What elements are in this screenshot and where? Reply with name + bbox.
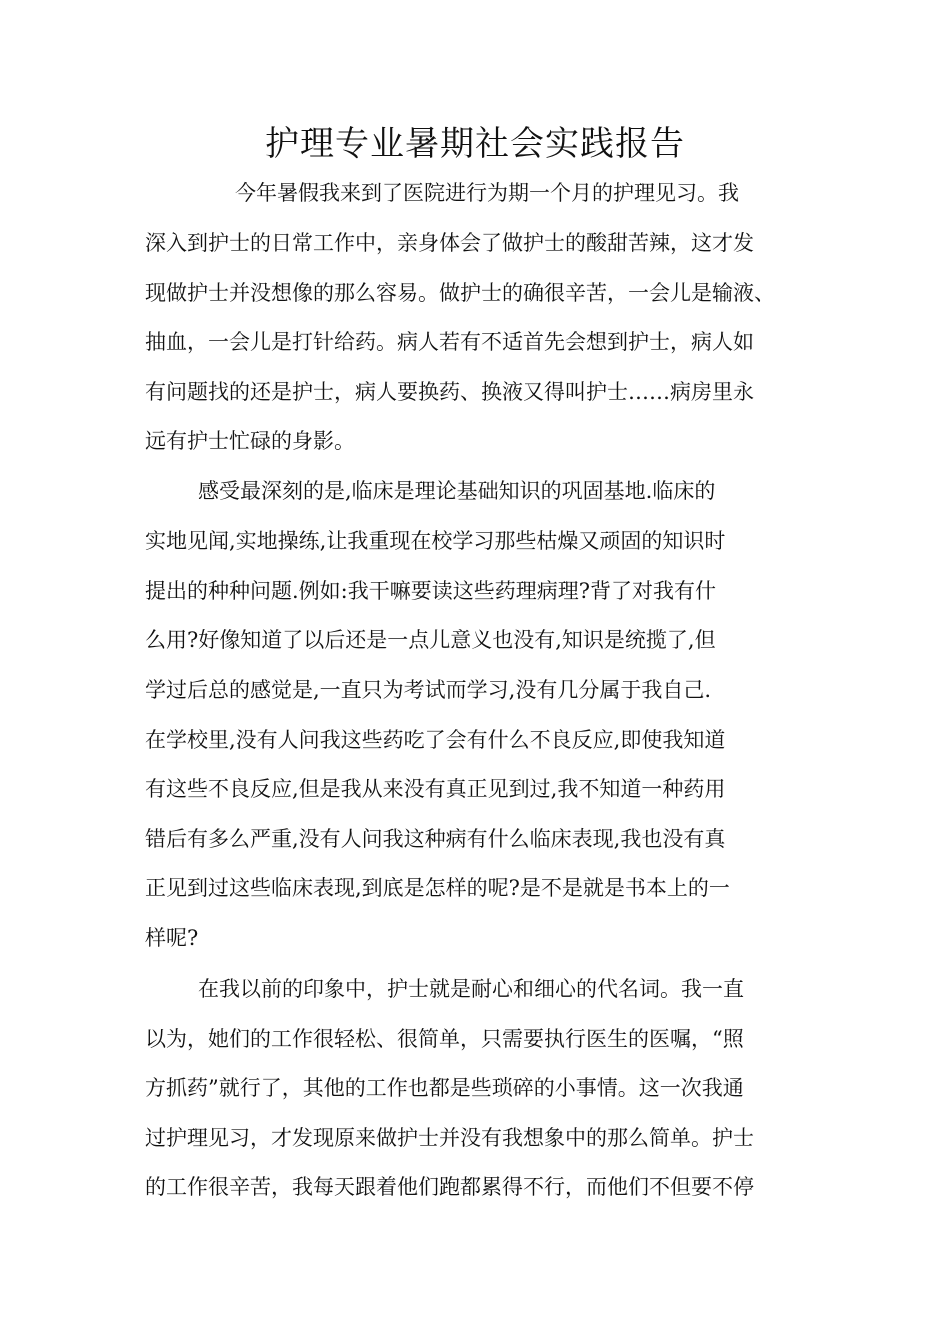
paragraph-3-line-3: 方抓药”就行了，其他的工作也都是些琐碎的小事情。这一次我通 xyxy=(145,1076,744,1100)
document-title: 护理专业暑期社会实践报告 xyxy=(265,124,685,164)
paragraph-2-line-1: 感受最深刻的是,临床是理论基础知识的巩固基地.临床的 xyxy=(198,479,716,503)
paragraph-1-line-3: 现做护士并没想像的那么容易。做护士的确很辛苦，一会儿是输液、 xyxy=(145,281,775,305)
paragraph-2-line-9: 正见到过这些临床表现,到底是怎样的呢?是不是就是书本上的一 xyxy=(145,876,730,900)
paragraph-2-line-5: 学过后总的感觉是,一直只为考试而学习,没有几分属于我自己. xyxy=(145,678,712,702)
paragraph-2-line-8: 错后有多么严重,没有人问我这种病有什么临床表现,我也没有真 xyxy=(145,827,726,851)
paragraph-2-line-10: 样呢? xyxy=(145,926,199,950)
paragraph-3-line-5: 的工作很辛苦，我每天跟着他们跑都累得不行，而他们不但要不停 xyxy=(145,1175,754,1199)
paragraph-3-line-4: 过护理见习，才发现原来做护士并没有我想象中的那么简单。护士 xyxy=(145,1126,754,1150)
paragraph-1-line-4: 抽血，一会儿是打针给药。病人若有不适首先会想到护士，病人如 xyxy=(145,330,754,354)
paragraph-3-line-2: 以为，她们的工作很轻松、很简单，只需要执行医生的医嘱，“照 xyxy=(145,1027,744,1051)
paragraph-2-line-3: 提出的种种问题.例如:我干嘛要读这些药理病理?背了对我有什 xyxy=(145,579,717,603)
paragraph-1-line-1: 今年暑假我来到了医院进行为期一个月的护理见习。我 xyxy=(235,181,739,205)
paragraph-1-line-2: 深入到护士的日常工作中，亲身体会了做护士的酸甜苦辣，这才发 xyxy=(145,231,754,255)
paragraph-2-line-7: 有这些不良反应,但是我从来没有真正见到过,我不知道一种药用 xyxy=(145,777,726,801)
paragraph-3-line-1: 在我以前的印象中，护士就是耐心和细心的代名词。我一直 xyxy=(198,977,744,1001)
paragraph-1-line-6: 远有护士忙碌的身影。 xyxy=(145,429,355,453)
paragraph-2-line-4: 么用?好像知道了以后还是一点儿意义也没有,知识是统揽了,但 xyxy=(145,628,716,652)
paragraph-1-line-5: 有问题找的还是护士，病人要换药、换液又得叫护士……病房里永 xyxy=(145,380,754,404)
paragraph-2-line-2: 实地见闻,实地操练,让我重现在校学习那些枯燥又顽固的知识时 xyxy=(145,529,726,553)
paragraph-2-line-6: 在学校里,没有人问我这些药吃了会有什么不良反应,即使我知道 xyxy=(145,728,726,752)
